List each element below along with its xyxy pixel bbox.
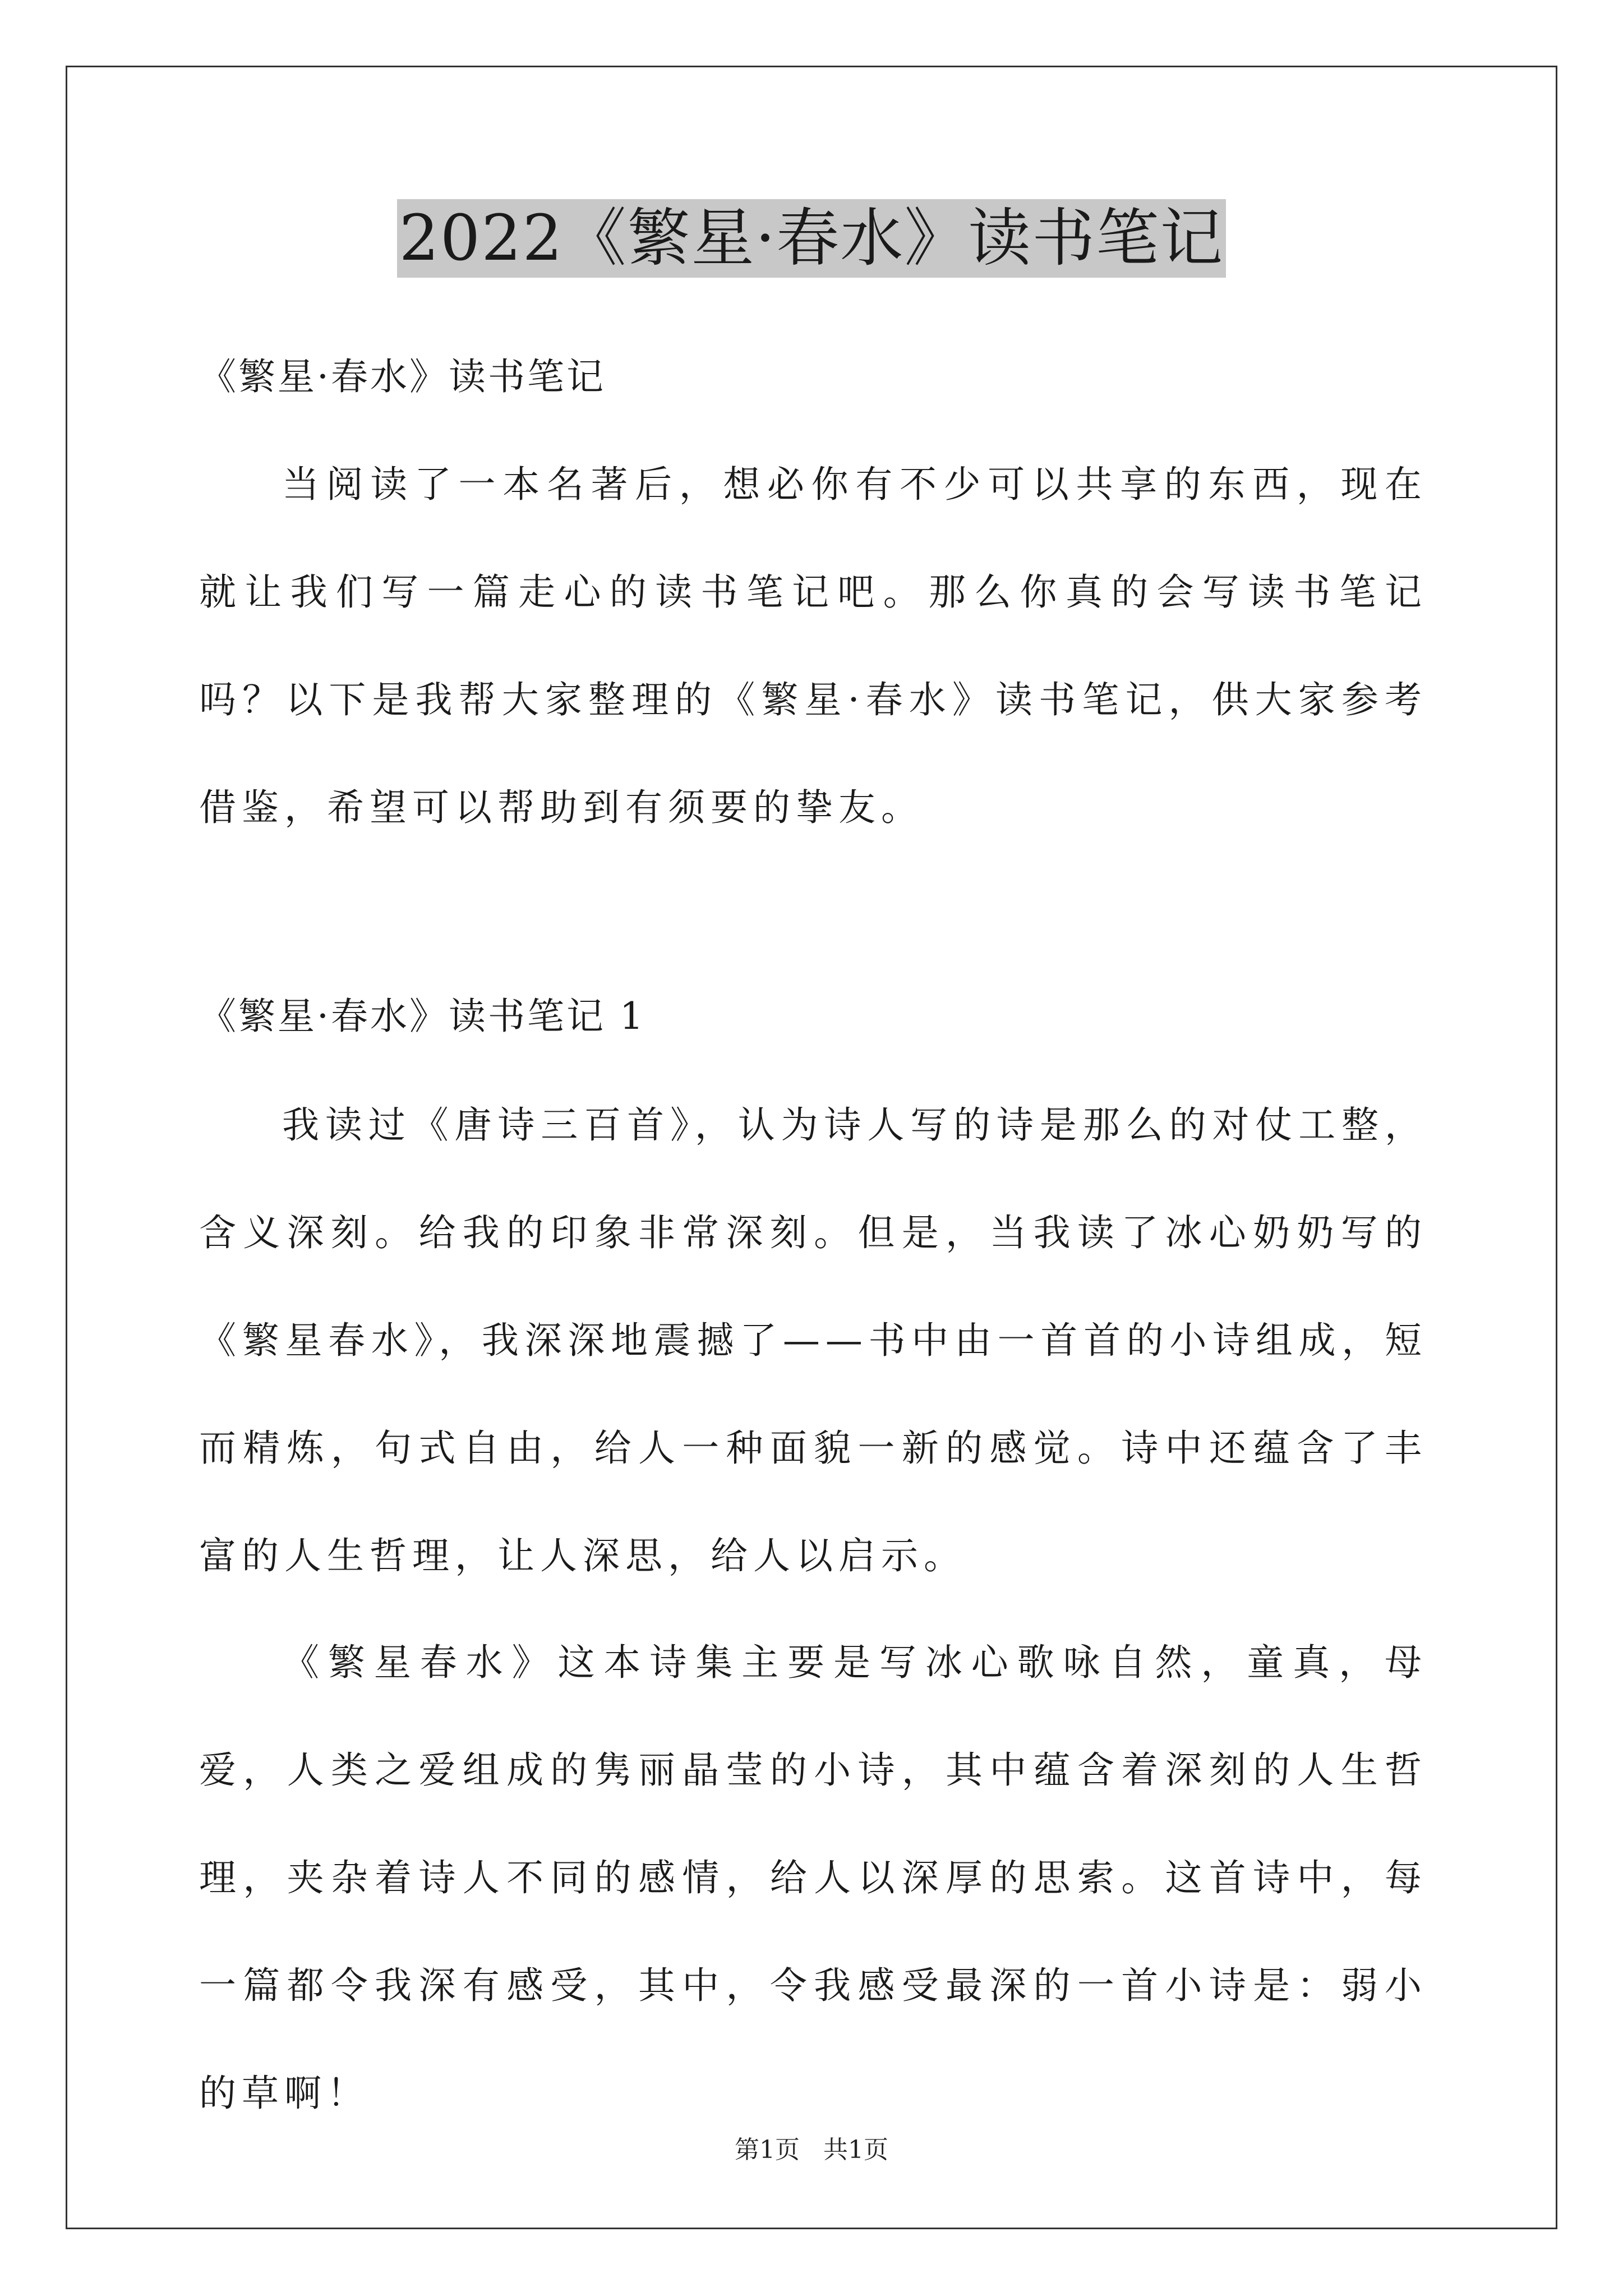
document-title: 2022《繁星·春水》读书笔记	[397, 199, 1227, 278]
title-container	[0, 199, 1623, 278]
body-paragraph-1: 我读过《唐诗三百首》，认为诗人写的诗是那么的对仗工整，含义深刻。给我的印象非常深刻。但是，当我读了冰心奶奶写的《繁星春水》，我深深地震撼了——书中由一首首的小诗组成，短而精炼，句式自由，给人一种面貌一新的感觉。诗中还蕴含了丰富的人生哲理，让人深思，给人以启示。	[199, 1103, 1427, 1577]
section-heading: 《繁星·春水》读书笔记 1	[199, 995, 645, 1038]
page-footer: 第1页 共1页	[735, 2136, 888, 2164]
intro-subheading: 《繁星·春水》读书笔记	[199, 355, 606, 398]
intro-paragraph: 当阅读了一本名著后，想必你有不少可以共享的东西，现在就让我们写一篇走心的读书笔记吧。那么你真的会写读书笔记吗？以下是我帮大家整理的《繁星·春水》读书笔记，供大家参考借鉴，希望可以帮助到有须要的挚友。	[199, 463, 1427, 829]
body-paragraph-2: 《繁星春水》这本诗集主要是写冰心歌咏自然，童真，母爱，人类之爱组成的隽丽晶莹的小诗，其中蕴含着深刻的人生哲理，夹杂着诗人不同的感情，给人以深厚的思索。这首诗中，每一篇都令我深有感受，其中，令我感受最深的一首小诗是：弱小的草啊！	[199, 1641, 1427, 2115]
